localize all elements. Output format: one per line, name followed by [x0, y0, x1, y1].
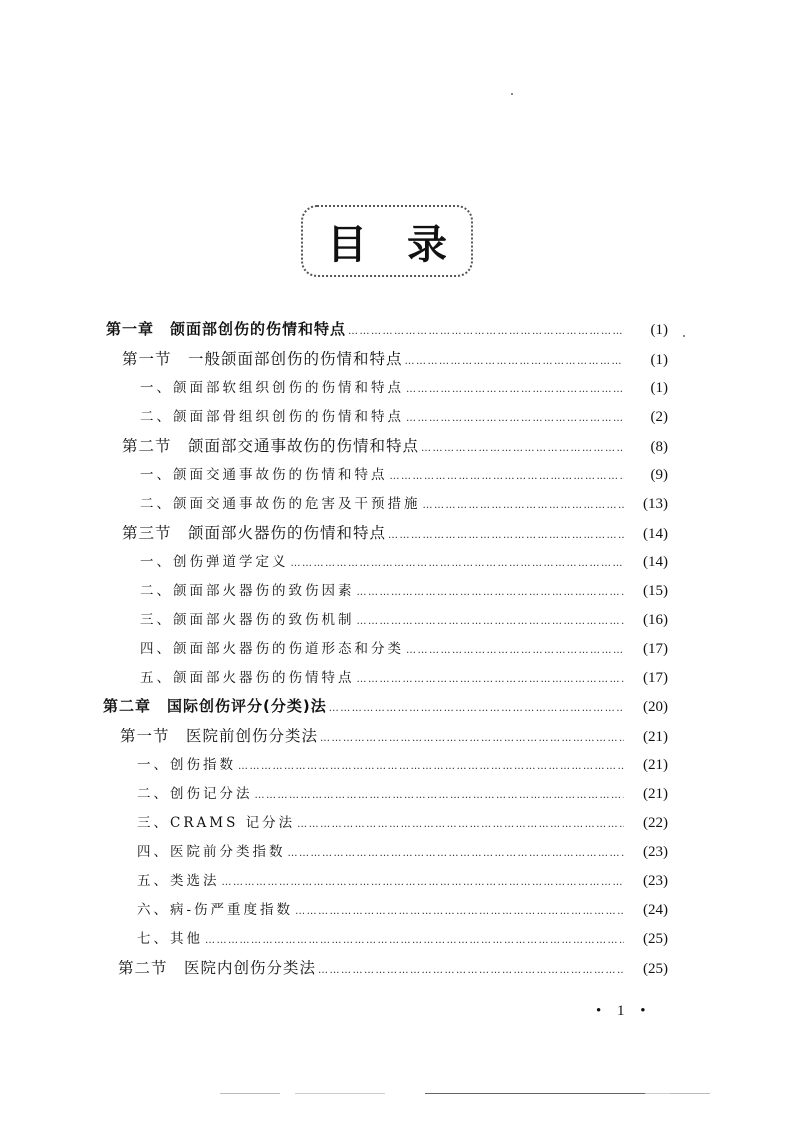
dot-leader: [423, 500, 625, 511]
toc-entry-item[interactable]: [137, 753, 668, 779]
dot-leader: [357, 674, 625, 685]
toc-entry-page: (13): [643, 496, 668, 512]
dot-leader: [205, 935, 624, 946]
toc-entry-item[interactable]: [140, 637, 668, 663]
toc-entry-page: (24): [643, 902, 668, 918]
toc-entry-page: (15): [643, 583, 668, 599]
toc-entry-item[interactable]: [140, 492, 668, 518]
toc-entry-label: 五、类选法: [137, 873, 220, 889]
scan-artifact-line: [220, 1093, 280, 1094]
toc-entry-label: 第一章 颌面部创伤的伤情和特点: [106, 320, 347, 338]
toc-entry-item[interactable]: [140, 666, 668, 692]
dot-leader: [288, 848, 625, 859]
toc-entry-section[interactable]: [122, 347, 668, 373]
scan-artifact-line: [295, 1093, 385, 1094]
toc-entry-label: 第二节 医院内创伤分类法: [118, 959, 317, 977]
dot-leader: [291, 558, 625, 569]
toc-entry-label: 第一节 一般颌面部创伤的伤情和特点: [122, 350, 403, 368]
toc-entry-label: 二、颌面部火器伤的致伤因素: [140, 583, 355, 599]
toc-entry-item[interactable]: [137, 840, 668, 866]
toc-entry-page: (9): [650, 467, 668, 483]
toc-entry-label: 二、创伤记分法: [137, 786, 253, 802]
toc-entry-section[interactable]: [122, 434, 668, 460]
toc-entry-page: (23): [643, 844, 668, 860]
scan-artifact-line: [645, 1093, 670, 1094]
toc-entry-page: (8): [650, 439, 668, 455]
dot-leader: [390, 471, 625, 482]
toc-entry-label: 第一节 医院前创伤分类法: [120, 727, 319, 745]
toc-entry-item[interactable]: [140, 405, 668, 431]
toc-entry-label: 第二节 颌面部交通事故伤的伤情和特点: [122, 437, 420, 455]
dot-leader: [329, 703, 624, 714]
toc-entry-label: 一、颌面交通事故伤的伤情和特点: [140, 467, 388, 483]
dot-leader: [255, 790, 625, 801]
toc-entry-page: (25): [643, 961, 668, 977]
toc-entry-item[interactable]: [137, 811, 668, 837]
dot-leader: [406, 645, 624, 656]
toc-entry-item[interactable]: [137, 782, 668, 808]
toc-entry-page: (1): [650, 380, 668, 396]
toc-entry-label: 一、颌面部软组织创伤的伤情和特点: [140, 380, 404, 396]
dot-leader: [348, 326, 624, 337]
toc-entry-page: (2): [650, 409, 668, 425]
toc-entry-page: (14): [643, 554, 668, 570]
dot-leader: [318, 965, 624, 976]
page-number: • 1 •: [596, 1003, 652, 1019]
toc-entry-label: 五、颌面部火器伤的伤情特点: [140, 670, 355, 686]
toc-entry-chapter[interactable]: [103, 695, 668, 721]
toc-entry-label: 第三节 颌面部火器伤的伤情和特点: [122, 524, 387, 542]
toc-entry-item[interactable]: [137, 927, 668, 953]
toc-heading-char: 录: [407, 221, 447, 268]
toc-entry-label: 六、病-伤严重度指数: [137, 902, 294, 918]
toc-entry-label: 三、CRAMS 记分法: [137, 815, 296, 831]
toc-entry-label: 二、颌面交通事故伤的危害及干预措施: [140, 496, 421, 512]
toc-entry-page: (20): [643, 699, 668, 715]
dot-leader: [320, 733, 624, 744]
scan-speck: [511, 93, 513, 95]
toc-entry-item[interactable]: [140, 608, 668, 634]
dot-leader: [405, 356, 624, 367]
toc-entry-label: 一、创伤指数: [137, 757, 236, 773]
scan-speck: [683, 335, 685, 337]
toc-entry-page: (25): [643, 931, 668, 947]
dot-leader: [357, 587, 625, 598]
dot-leader: [388, 530, 624, 541]
toc-entry-item[interactable]: [137, 869, 668, 895]
dot-leader: [421, 443, 624, 454]
toc-entry-chapter[interactable]: [106, 318, 668, 344]
toc-entry-label: 三、颌面部火器伤的致伤机制: [140, 612, 355, 628]
toc-heading-frame: [301, 205, 473, 277]
toc-entry-item[interactable]: [140, 376, 668, 402]
toc-entry-label: 四、颌面部火器伤的伤道形态和分类: [140, 641, 404, 657]
toc-entry-item[interactable]: [137, 898, 668, 924]
toc-entry-page: (17): [643, 670, 668, 686]
toc-entry-label: 四、医院前分类指数: [137, 844, 286, 860]
dot-leader: [238, 761, 624, 772]
toc-entry-item[interactable]: [140, 463, 668, 489]
toc-entry-page: (1): [650, 322, 668, 338]
toc-entry-page: (21): [643, 786, 668, 802]
toc-entry-label: 一、创伤弹道学定义: [140, 554, 289, 570]
dot-leader: [406, 384, 624, 395]
toc-entry-page: (21): [643, 757, 668, 773]
toc-entry-label: 第二章 国际创伤评分(分类)法: [103, 697, 327, 715]
toc-entry-item[interactable]: [140, 579, 668, 605]
dot-leader: [222, 877, 625, 888]
toc-entry-page: (21): [643, 729, 668, 745]
toc-entry-page: (1): [650, 352, 668, 368]
toc-entry-page: (16): [643, 612, 668, 628]
scan-artifact-line: [670, 1093, 710, 1094]
toc-entry-label: 七、其他: [137, 931, 203, 947]
toc-entry-section[interactable]: [120, 724, 668, 750]
toc-entry-page: (22): [643, 815, 668, 831]
toc-entry-section[interactable]: [122, 521, 668, 547]
toc-entry-item[interactable]: [140, 550, 668, 576]
toc-entry-section[interactable]: [118, 956, 668, 982]
toc-heading-char: 目: [327, 221, 367, 268]
scan-artifact-line: [425, 1093, 655, 1094]
dot-leader: [406, 413, 624, 424]
dot-leader: [295, 906, 624, 917]
dot-leader: [357, 616, 625, 627]
dot-leader: [297, 819, 624, 830]
toc-entry-page: (14): [643, 526, 668, 542]
toc-entry-label: 二、颌面部骨组织创伤的伤情和特点: [140, 409, 404, 425]
toc-entry-page: (17): [643, 641, 668, 657]
toc-entry-page: (23): [643, 873, 668, 889]
